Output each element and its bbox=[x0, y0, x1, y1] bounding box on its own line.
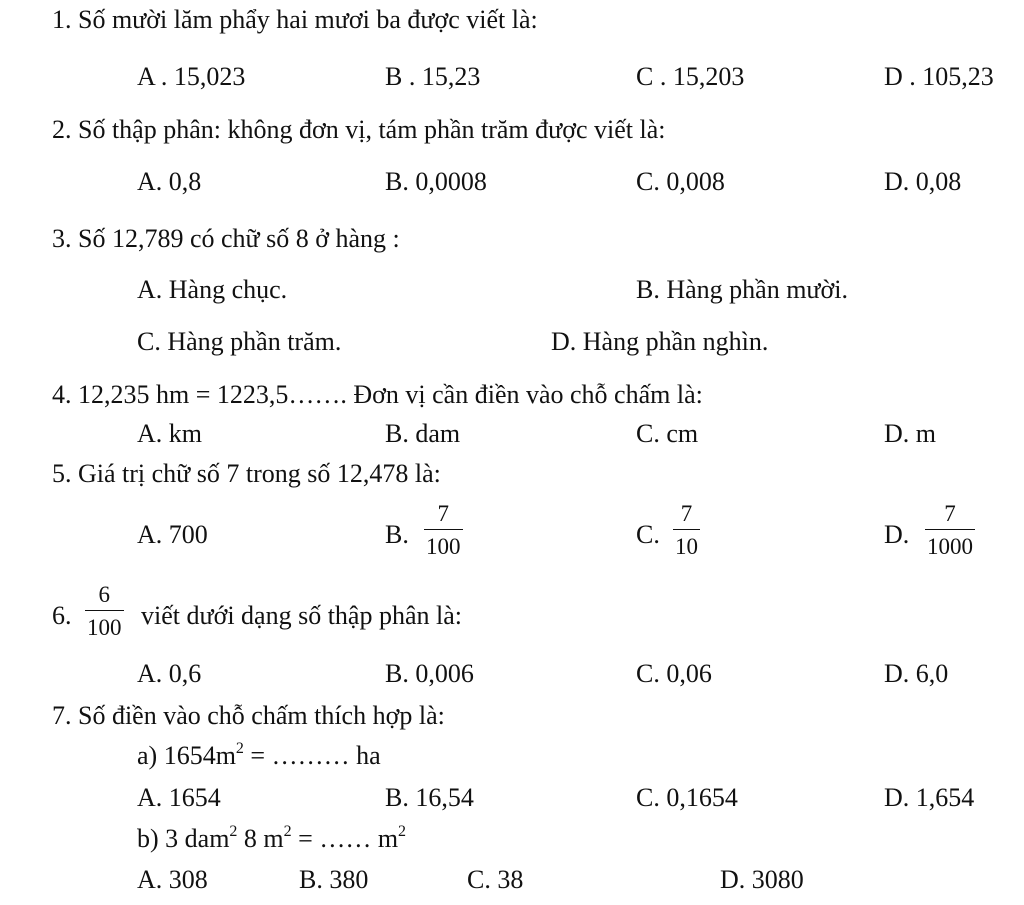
question-1-option-c[interactable]: C . 15,203 bbox=[636, 62, 745, 91]
question-7b-option-a[interactable]: A. 308 bbox=[137, 865, 208, 894]
question-5-option-d-fraction bbox=[925, 502, 975, 558]
question-2-option-b[interactable]: B. 0,0008 bbox=[385, 167, 487, 196]
question-7a-option-b[interactable]: B. 16,54 bbox=[385, 783, 474, 812]
question-7b-exponent-3: 2 bbox=[398, 823, 407, 840]
question-4-option-c[interactable]: C. cm bbox=[636, 419, 699, 448]
fraction-numerator: 7 bbox=[944, 501, 956, 526]
question-7b-exponent-2: 2 bbox=[283, 823, 292, 840]
question-7b-exponent-1: 2 bbox=[229, 823, 238, 840]
question-6-stem-suffix: viết dưới dạng số thập phân là: bbox=[141, 601, 463, 630]
question-7a-text-1: a) 1654m bbox=[137, 741, 236, 770]
question-3-option-c[interactable]: C. Hàng phần trăm. bbox=[137, 327, 342, 356]
question-3-stem: 3. Số 12,789 có chữ số 8 ở hàng : bbox=[52, 224, 400, 253]
question-7a-option-a[interactable]: A. 1654 bbox=[137, 783, 221, 812]
question-5-option-c-fraction bbox=[673, 502, 700, 558]
fraction-denominator: 10 bbox=[675, 534, 698, 559]
question-1-option-d[interactable]: D . 105,23 bbox=[884, 62, 994, 91]
question-7-stem: 7. Số điền vào chỗ chấm thích hợp là: bbox=[52, 701, 445, 730]
fraction-numerator: 6 bbox=[98, 582, 110, 607]
question-6-stem-prefix: 6. bbox=[52, 601, 72, 630]
question-6-option-a[interactable]: A. 0,6 bbox=[137, 659, 202, 688]
question-7b-option-b[interactable]: B. 380 bbox=[299, 865, 369, 894]
question-7b-text-2: 8 m bbox=[237, 824, 284, 853]
question-7b-option-d[interactable]: D. 3080 bbox=[720, 865, 804, 894]
question-7b-text-3: = …… m bbox=[291, 824, 399, 853]
question-1-option-b[interactable]: B . 15,23 bbox=[385, 62, 481, 91]
question-2-option-d[interactable]: D. 0,08 bbox=[884, 167, 962, 196]
question-6-stem-fraction bbox=[85, 583, 124, 639]
question-5-option-c-label[interactable]: C. bbox=[636, 520, 660, 549]
question-7a-exponent: 2 bbox=[235, 740, 244, 757]
question-6-option-c[interactable]: C. 0,06 bbox=[636, 659, 712, 688]
question-2-option-a[interactable]: A. 0,8 bbox=[137, 167, 202, 196]
question-4-option-d[interactable]: D. m bbox=[884, 419, 936, 448]
question-2-stem: 2. Số thập phân: không đơn vị, tám phần trăm được viết là: bbox=[52, 115, 666, 144]
question-4-stem: 4. 12,235 hm = 1223,5……. Đơn vị cần điền vào chỗ chấm là: bbox=[52, 380, 703, 409]
fraction-denominator: 100 bbox=[87, 615, 122, 640]
question-6-option-d[interactable]: D. 6,0 bbox=[884, 659, 949, 688]
question-7b-option-c[interactable]: C. 38 bbox=[467, 865, 524, 894]
question-4-option-a[interactable]: A. km bbox=[137, 419, 202, 448]
question-3-option-d[interactable]: D. Hàng phần nghìn. bbox=[551, 327, 769, 356]
question-5-option-b-label[interactable]: B. bbox=[385, 520, 409, 549]
question-5-option-d-label[interactable]: D. bbox=[884, 520, 910, 549]
fraction-numerator: 7 bbox=[680, 501, 693, 526]
fraction-denominator: 1000 bbox=[927, 534, 973, 559]
question-7b-text-1: b) 3 dam bbox=[137, 824, 230, 853]
fraction-numerator: 7 bbox=[437, 501, 449, 526]
question-4-option-b[interactable]: B. dam bbox=[385, 419, 461, 448]
question-5-stem: 5. Giá trị chữ số 7 trong số 12,478 là: bbox=[52, 459, 441, 488]
question-2-option-c[interactable]: C. 0,008 bbox=[636, 167, 725, 196]
question-7a-option-d[interactable]: D. 1,654 bbox=[884, 783, 975, 812]
question-3-option-b[interactable]: B. Hàng phần mười. bbox=[636, 275, 848, 304]
fraction-denominator: 100 bbox=[426, 534, 461, 559]
question-5-option-a[interactable]: A. 700 bbox=[137, 520, 208, 549]
question-5-option-b-fraction bbox=[424, 502, 463, 558]
question-1-stem: 1. Số mười lăm phẩy hai mươi ba được viết là: bbox=[52, 5, 538, 34]
question-3-option-a[interactable]: A. Hàng chục. bbox=[137, 275, 288, 304]
question-7a-stem bbox=[137, 740, 381, 770]
question-7a-text-2: = ……… ha bbox=[243, 741, 381, 770]
question-7b-stem bbox=[137, 823, 407, 853]
question-6-option-b[interactable]: B. 0,006 bbox=[385, 659, 474, 688]
question-1-option-a[interactable]: A . 15,023 bbox=[137, 62, 246, 91]
question-7a-option-c[interactable]: C. 0,1654 bbox=[636, 783, 738, 812]
